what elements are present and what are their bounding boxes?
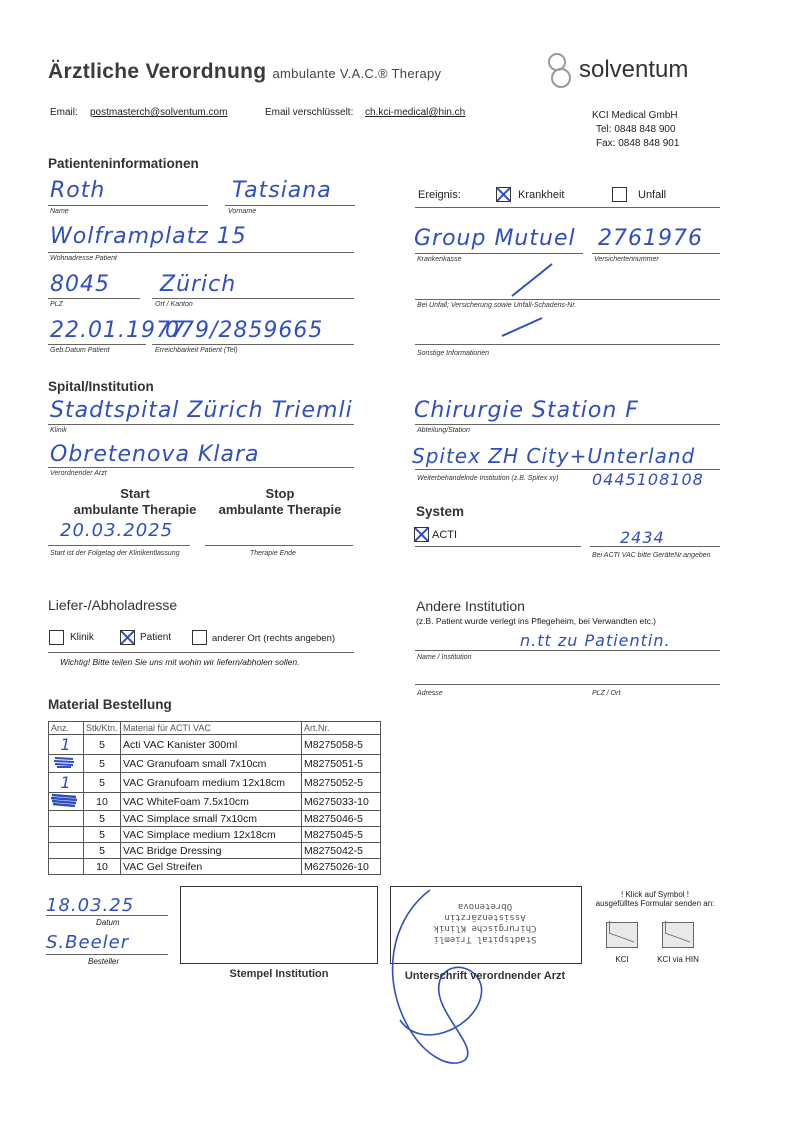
- material-header-row: [49, 722, 381, 735]
- start-heading-1: Start: [120, 486, 150, 501]
- ende-label: Therapie Ende: [250, 550, 296, 557]
- signature-label: Unterschrift verordnender Arzt: [404, 970, 566, 982]
- anz-cell[interactable]: 1: [49, 773, 84, 793]
- stk-cell: 5: [84, 827, 121, 843]
- liefer-patient-checkbox[interactable]: [120, 630, 135, 645]
- email-enc-link[interactable]: ch.kci-medical@hin.ch: [365, 107, 466, 118]
- kci-hin-label: KCI via HIN: [657, 955, 699, 964]
- abteilung-label: Abteilung/Station: [417, 427, 470, 434]
- arzt-value[interactable]: Obretenova Klara: [50, 442, 260, 467]
- vorname-label: Vorname: [228, 208, 257, 215]
- check-cross-icon: [497, 188, 510, 201]
- stk-cell: 5: [84, 811, 121, 827]
- andere-plz-label: PLZ / Ort: [592, 690, 621, 697]
- email-enc-label: Email verschlüsselt:: [265, 107, 354, 118]
- datum-label: Datum: [96, 918, 120, 927]
- andere-hint: (z.B. Patient wurde verlegt ins Pflegeheim, bei Verwandten etc.): [416, 616, 657, 626]
- liefer-warning: Wichtig! Bitte teilen Sie uns mit wohin wir liefern/abholen sollen.: [60, 657, 300, 667]
- klinik-value[interactable]: Stadtspital Zürich Triemli: [50, 398, 353, 423]
- stop-heading-1: Stop: [265, 486, 295, 501]
- stamp-line: Stadtspital Triemli: [433, 934, 537, 944]
- logo-mark-icon: [545, 48, 575, 92]
- material-cell: VAC Gel Streifen: [121, 859, 302, 875]
- click-hint-1: ! Klick auf Symbol !: [620, 890, 690, 899]
- stamp-line: Chirurgische Klinik: [433, 923, 537, 933]
- scribble-icon: [49, 793, 79, 807]
- stamp-line: Assistenzärztin: [444, 912, 526, 922]
- material-cell: VAC WhiteFoam 7.5x10cm: [121, 793, 302, 811]
- versicherten-value[interactable]: 2761976: [598, 226, 703, 251]
- stamp-line: Obretenova: [457, 901, 513, 911]
- art-cell: M8275045-5: [302, 827, 381, 843]
- form-subtitle: ambulante V.A.C.® Therapy: [272, 66, 442, 81]
- dob-label: Geb.Datum Patient: [50, 347, 110, 354]
- stk-cell: 5: [84, 843, 121, 859]
- address-label: Wohnadresse Patient: [50, 255, 117, 262]
- start-hint: Start ist der Folgetag der Klinikentlassung: [50, 550, 180, 557]
- acti-checkbox[interactable]: [414, 527, 429, 542]
- plz-label: PLZ: [50, 301, 63, 308]
- check-cross-icon: [121, 631, 134, 644]
- email-link[interactable]: postmasterch@solventum.com: [90, 107, 228, 118]
- mail-kci-hin-icon[interactable]: [662, 922, 694, 948]
- unfall-label: Unfall: [638, 189, 667, 201]
- krankheit-label: Krankheit: [518, 189, 565, 201]
- page-title: [48, 60, 441, 84]
- andere-name-value[interactable]: n.tt zu Patientin.: [520, 631, 671, 650]
- material-cell: VAC Simplace medium 12x18cm: [121, 827, 302, 843]
- start-heading-2: ambulante Therapie: [73, 502, 197, 517]
- art-cell: M8275052-5: [302, 773, 381, 793]
- besteller-label: Besteller: [88, 957, 120, 966]
- section-liefer: Liefer-/Abholadresse: [48, 597, 178, 613]
- email-label: Email:: [50, 107, 78, 118]
- stk-cell: 5: [84, 735, 121, 755]
- krankenkasse-value[interactable]: Group Mutuel: [414, 226, 576, 251]
- table-row: [49, 793, 381, 811]
- stop-heading: [205, 486, 355, 518]
- art-cell: M8275051-5: [302, 755, 381, 773]
- stk-cell: 10: [84, 859, 121, 875]
- unfall-info-label: Bei Unfall; Versicherung sowie Unfall-Schadens-Nr.: [417, 302, 577, 309]
- arzt-label: Verordnender Arzt: [50, 470, 107, 477]
- anz-cell[interactable]: [49, 827, 84, 843]
- versicherten-label: Versichertennummer: [594, 256, 659, 263]
- acti-label: ACTI: [432, 529, 458, 541]
- company-fax: Fax: 0848 848 901: [596, 138, 680, 149]
- krankheit-checkbox[interactable]: [496, 187, 511, 202]
- art-cell: M8275046-5: [302, 811, 381, 827]
- start-heading: [70, 486, 200, 518]
- device-number-value[interactable]: 2434: [620, 528, 665, 547]
- table-row: [49, 811, 381, 827]
- table-row: [49, 735, 381, 755]
- klinik-label: Klinik: [50, 427, 67, 434]
- send-hint: [590, 890, 720, 908]
- patient-ort-value[interactable]: Zürich: [160, 272, 237, 297]
- check-cross-icon: [415, 528, 428, 541]
- table-row: [49, 755, 381, 773]
- form-title: Ärztliche Verordnung: [48, 60, 267, 83]
- liefer-klinik-checkbox[interactable]: [49, 630, 64, 645]
- andere-name-label: Name / Institution: [417, 654, 472, 661]
- table-row: [49, 859, 381, 875]
- patient-name-value[interactable]: Roth: [50, 178, 106, 203]
- patient-plz-value[interactable]: 8045: [50, 272, 110, 297]
- liefer-patient-label: Patient: [140, 632, 172, 643]
- col-stk: Stk/Ktn.: [84, 722, 121, 735]
- device-hint: Bei ACTI VAC bitte GeräteNr.angeben: [592, 552, 711, 559]
- ereignis-label: Ereignis:: [418, 189, 461, 201]
- material-cell: Acti VAC Kanister 300ml: [121, 735, 302, 755]
- table-row: [49, 773, 381, 793]
- patient-phone-value[interactable]: 079/2859665: [165, 318, 324, 343]
- material-cell: VAC Simplace small 7x10cm: [121, 811, 302, 827]
- patient-vorname-value[interactable]: Tatsiana: [232, 178, 332, 203]
- click-hint-2: ausgefülltes Formular senden an:: [595, 899, 715, 908]
- patient-dob-value[interactable]: 22.01.1977: [50, 318, 186, 343]
- art-cell: M6275026-10: [302, 859, 381, 875]
- sonstige-label: Sonstige Informationen: [417, 350, 489, 357]
- material-cell: VAC Granufoam small 7x10cm: [121, 755, 302, 773]
- weiter-value[interactable]: Spitex ZH City+Unterland: [412, 444, 696, 468]
- section-spital: Spital/Institution: [48, 379, 154, 394]
- table-row: [49, 827, 381, 843]
- liefer-anderer-checkbox[interactable]: [192, 630, 207, 645]
- logo-text: solventum: [579, 56, 689, 83]
- col-anz: Anz.: [49, 722, 84, 735]
- liefer-anderer-label: anderer Ort (rechts angeben): [212, 633, 336, 644]
- unfall-checkbox[interactable]: [612, 187, 627, 202]
- stk-cell: 5: [84, 755, 121, 773]
- col-material: Material für ACTI VAC: [121, 722, 302, 735]
- anz-cell[interactable]: [49, 859, 84, 875]
- table-row: [49, 843, 381, 859]
- art-cell: M6275033-10: [302, 793, 381, 811]
- start-date-value[interactable]: 20.03.2025: [60, 520, 174, 541]
- name-label: Name: [50, 208, 69, 215]
- patient-address-value[interactable]: Wolframplatz 15: [50, 224, 247, 249]
- kci-label: KCI: [615, 955, 629, 964]
- scribble-icon: [49, 755, 79, 769]
- weiter-phone-value[interactable]: 0445108108: [592, 470, 704, 489]
- stk-cell: 10: [84, 793, 121, 811]
- krankenkasse-label: Krankenkasse: [417, 256, 462, 263]
- phone-label: Erreichbarkeit Patient (Tel): [155, 347, 238, 354]
- mail-kci-icon[interactable]: [606, 922, 638, 948]
- datum-value[interactable]: 18.03.25: [46, 895, 135, 916]
- company-name: KCI Medical GmbH: [592, 110, 678, 121]
- section-andere: Andere Institution: [416, 598, 525, 614]
- art-cell: M8275058-5: [302, 735, 381, 755]
- col-art: Art.Nr.: [302, 722, 381, 735]
- anz-cell[interactable]: [49, 811, 84, 827]
- anz-cell-scribble[interactable]: [49, 755, 84, 773]
- weiter-label: Weiterbehandelnde Institution (z.B. Spitex xy): [417, 475, 559, 482]
- section-patient: Patienteninformationen: [48, 156, 199, 171]
- material-cell: VAC Bridge Dressing: [121, 843, 302, 859]
- strike-mark-icon: [500, 316, 545, 338]
- material-cell: VAC Granufoam medium 12x18cm: [121, 773, 302, 793]
- besteller-value[interactable]: S.Beeler: [46, 932, 130, 953]
- anz-cell[interactable]: [49, 843, 84, 859]
- abteilung-value[interactable]: Chirurgie Station F: [414, 398, 639, 423]
- ort-label: Ort / Kanton: [155, 301, 193, 308]
- liefer-klinik-label: Klinik: [70, 632, 94, 643]
- strike-mark-icon: [510, 262, 555, 298]
- section-material: Material Bestellung: [48, 697, 172, 712]
- stk-cell: 5: [84, 773, 121, 793]
- material-table: [48, 721, 381, 875]
- section-system: System: [416, 504, 465, 519]
- company-tel: Tel: 0848 848 900: [596, 124, 676, 135]
- stop-heading-2: ambulante Therapie: [218, 502, 342, 517]
- art-cell: M8275042-5: [302, 843, 381, 859]
- stempel-box[interactable]: [180, 886, 378, 964]
- andere-adresse-label: Adresse: [417, 690, 443, 697]
- anz-cell-scribble[interactable]: [49, 793, 84, 811]
- solventum-logo: [545, 48, 710, 98]
- anz-cell[interactable]: 1: [49, 735, 84, 755]
- stempel-label: Stempel Institution: [229, 968, 329, 980]
